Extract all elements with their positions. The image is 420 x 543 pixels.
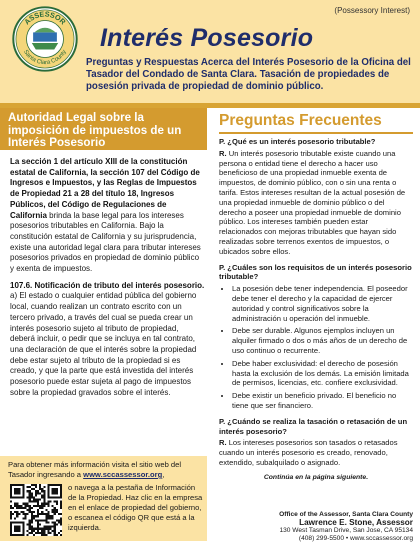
faq-title: Preguntas Frecuentes — [219, 112, 382, 129]
header-band — [0, 0, 420, 103]
svg-text:Santa Clara County: Santa Clara County — [22, 49, 68, 67]
legal-authority-header — [0, 108, 207, 150]
faq-question-1: P. ¿Qué es un interés posesorio tributable? — [219, 137, 376, 146]
office-footer — [219, 511, 413, 543]
faq-column — [219, 108, 413, 481]
legal-authority-heading: Autoridad Legal sobre la imposición de impuestos de un Interés Posesorio — [8, 111, 182, 149]
qr-code-image[interactable] — [10, 484, 62, 536]
assessor-seal-logo — [12, 6, 78, 72]
svg-text:ASSESSOR: ASSESSOR — [22, 9, 68, 27]
faq-question-3: P. ¿Cuándo se realiza la tasación o retasación de un interés posesorio? — [219, 416, 408, 436]
list-item: • La posesión debe tener independencia. El poseedor debe tener el derecho y la capacidad de ejercer autoridad y control significativos sobre la administración u operación del inmueble. — [232, 284, 413, 323]
more-info-box — [0, 456, 207, 541]
legal-paragraph-1: La sección 1 del artículo XIII de la constitución estatal de California, la sección 107 del Código de Ingresos e Impuestos, y las Reglas de Impuestos de Propiedad 21 a 28 del título 18, Ingresos Públicos, del Código de Regulaciones de California brinda la base legal para los intereses posesorios tributables en California. Bajo la constitución estatal de California y su jurisprudencia, existe una autoridad legal clara para tributar intereses posesorios privados en propiedad de dominio público y exenta de impuestos. — [10, 157, 201, 274]
faq-answer-1: R. Un interés posesorio tributable existe cuando una persona o entidad tiene el derecho a hacer uso beneficioso de una propiedad inmueble exenta de impuestos, de dominio público, con o sin una renta o tarifa. Estos intereses resultan de la actual posesión de una propiedad inmueble de dominio público o del derecho a poseer una propiedad inmueble de dominio público. Los intereses también pueden estar relacionados con mejoras tributables que hayan sido realizadas sobre terrenos exentos de impuestos, o ubicados sobre ellos. — [219, 148, 406, 256]
footer-address: 130 West Tasman Drive, San Jose, CA 95134 — [279, 527, 413, 534]
page-subtitle: Preguntas y Respuestas Acerca del Interés Posesorio de la Oficina del Tasador del Condado de Santa Clara. Tasación de propiedades de posesión privada de propiedad de dominio público. — [86, 57, 411, 92]
footer-assessor-name: Lawrence E. Stone, Assessor — [299, 518, 413, 527]
continued-note: Continúa en la página siguiente. — [263, 473, 369, 481]
page-title: Interés Posesorio — [100, 24, 314, 52]
faq-title-rule — [219, 132, 413, 134]
possessory-interest-tag: (Possessory Interest) — [334, 6, 410, 15]
list-item: • Debe ser durable. Algunos ejemplos incluyen un alquiler firmado o dos o más años de un derecho de uso continuo o recurrente. — [232, 326, 413, 355]
legal-paragraph-2: 107.6. Notificación de tributo del interés posesorio. a) El estado o cualquier entidad pública del gobierno local, cuando realizan un contrato escrito con un tercero privado, a través del cual se pueda crear un interés posesorio sujeto al tributo de propiedad, deberá incluir, o pedir que se incluya en tal contrato, una declaración de que el interés sobre la propiedad debe estar sujeto al tributo de la propiedad si es creado, y que la parte que está investida del interés posesorio puede estar sujeta al pago de impuestos sobre la propiedad gravados sobre el interés. — [10, 280, 205, 397]
more-info-instructions: o navega a la pestaña de Información de la Propiedad. Haz clic en la empresa en el enlace de propiedad del gobierno, o escanea el código QR que está a la izquierda. — [68, 483, 203, 532]
footer-contact: (408) 299-5500 • www.sccassessor.org — [298, 535, 413, 542]
list-item: • Debe existir un beneficio privado. El beneficio no tiene que ser financiero. — [232, 391, 413, 411]
faq-question-2: P. ¿Cuáles son los requisitos de un interés posesorio tributable? — [219, 262, 412, 282]
more-info-lead: Para obtener más información visita el sitio web del Tasador ingresando a www.sccassessor.org, — [8, 460, 182, 479]
requirements-list — [219, 284, 413, 411]
legal-authority-body — [10, 157, 205, 404]
assessor-website-link[interactable]: www.sccassessor.org — [83, 470, 163, 479]
list-item: • Debe haber exclusividad: el derecho de posesión hasta la exclusión de los demás. La emisión limitada de permisos, licencias, etc. confiere exclusividad. — [232, 359, 413, 388]
faq-answer-3: R. Los intereses posesorios son tasados o retasados cuando un interés posesorio es creado, renovado, extendido, subalquilado o asignado. — [219, 438, 398, 467]
footer-office: Office of the Assessor, Santa Clara County — [279, 511, 413, 518]
